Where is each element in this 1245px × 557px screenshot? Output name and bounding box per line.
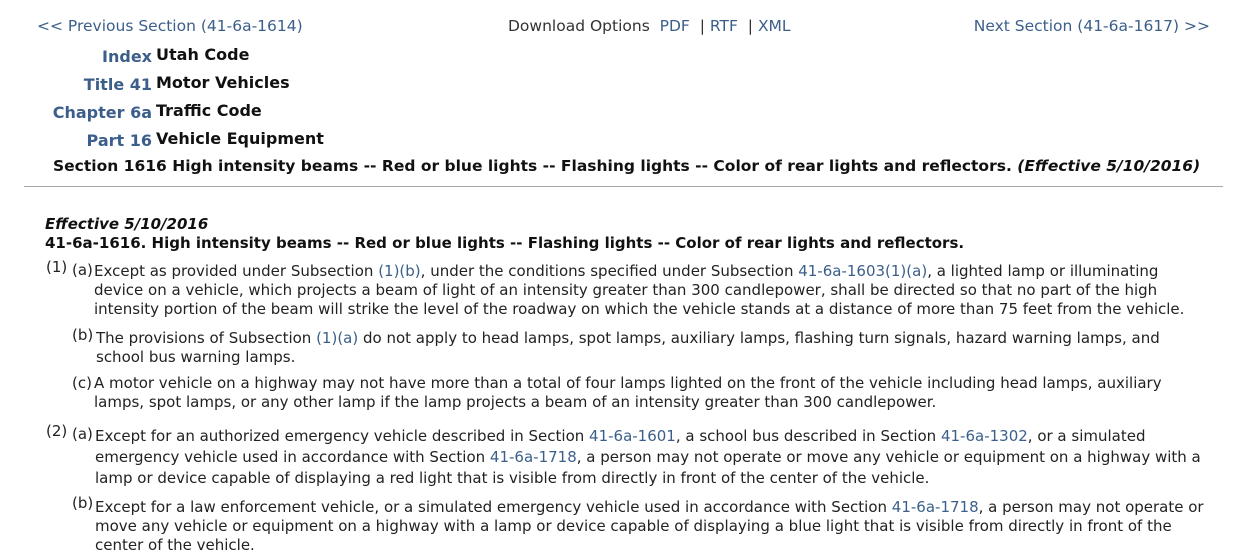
subsection-letter: (a) <box>72 261 93 279</box>
text: Except for a law enforcement vehicle, or a simulated emergency vehicle used in accordance with Section <box>95 498 892 516</box>
breadcrumb-part-value: Vehicle Equipment <box>156 129 324 148</box>
divider <box>24 186 1223 187</box>
section-label: Section 1616 <box>53 157 167 175</box>
subsection-letter: (a) <box>72 425 93 443</box>
text: Except as provided under Subsection <box>94 262 379 280</box>
text: , a person may not operate or move any vehicle or equipment on a highway with a lamp or device capable of displaying a red light that is visible from directly in front of the center of the vehicle. <box>95 448 1201 487</box>
section-title <box>53 157 1200 175</box>
section-link[interactable]: 41-6a-1603(1)(a) <box>798 262 928 280</box>
section-link[interactable]: 41-6a-1718 <box>891 498 979 516</box>
next-section-link[interactable]: Next Section (41-6a-1617) >> <box>973 17 1210 35</box>
section-link[interactable]: 41-6a-1302 <box>940 427 1028 445</box>
section-link[interactable]: 41-6a-1601 <box>589 427 676 445</box>
breadcrumb-title-link[interactable]: Title 41 <box>83 75 152 94</box>
section-title-text: High intensity beams -- Red or blue lights -- Flashing lights -- Color of rear lights and reflectors. <box>172 157 1012 175</box>
subsection-1a-text <box>94 262 1204 319</box>
subsection-2a-text <box>95 426 1205 489</box>
breadcrumb-part-link[interactable]: Part 16 <box>86 131 152 150</box>
subsection-letter: (b) <box>72 326 94 344</box>
subsection-letter: (c) <box>72 374 92 392</box>
text: , a lighted lamp or illuminating device on a vehicle, which projects a beam of light of an intensity greater than 300 candlepower, shall be directed so that no part of the high intensity portion of the beam will strike the level of the roadway on which the vehicle stands at a distance of more than 75 feet from the vehicle. <box>94 262 1185 318</box>
separator: | <box>699 17 705 35</box>
download-rtf-link[interactable]: RTF <box>709 17 738 35</box>
effective-date: Effective 5/10/2016 <box>45 215 209 233</box>
text: , under the conditions specified under Subsection <box>420 262 799 280</box>
previous-section-link[interactable]: << Previous Section (41-6a-1614) <box>37 17 303 35</box>
section-link[interactable]: 41-6a-1718 <box>489 448 577 466</box>
download-options <box>508 17 791 35</box>
text: , a school bus described in Section <box>675 427 941 445</box>
subsection-letter: (b) <box>72 494 94 512</box>
text: , or a simulated emergency vehicle used in accordance with Section <box>95 427 1146 466</box>
breadcrumb-chapter-link[interactable]: Chapter 6a <box>52 103 152 122</box>
subsection-number: (2) <box>46 422 68 440</box>
download-xml-link[interactable]: XML <box>757 17 791 35</box>
statute-heading: 41-6a-1616. High intensity beams -- Red or blue lights -- Flashing lights -- Color of rear lights and reflectors. <box>45 234 965 252</box>
subsection-number: (1) <box>46 258 68 276</box>
breadcrumb-index-link[interactable]: Index <box>102 47 152 66</box>
subsection-link[interactable]: (1)(b) <box>378 262 421 280</box>
subsection-2b-text <box>95 498 1205 555</box>
text: Except for an authorized emergency vehicle described in Section <box>95 427 590 445</box>
download-options-label: Download Options <box>508 17 650 35</box>
subsection-1c-text: A motor vehicle on a highway may not have more than a total of four lamps lighted on the front of the vehicle including head lamps, auxiliary lamps, spot lamps, or any other lamp if the lamp projects a beam of an intensity greater than 300 candlepower. <box>94 374 1162 411</box>
text: The provisions of Subsection <box>96 329 317 347</box>
breadcrumb-title-value: Motor Vehicles <box>156 73 290 92</box>
breadcrumb-chapter-value: Traffic Code <box>156 101 262 120</box>
download-pdf-link[interactable]: PDF <box>659 17 690 35</box>
text: , a person may not operate or move any vehicle or equipment on a highway with a lamp or device capable of displaying a blue light that is visible from directly in front of the center of the vehicle. <box>95 498 1204 554</box>
separator: | <box>747 17 753 35</box>
subsection-link[interactable]: (1)(a) <box>316 329 359 347</box>
section-effective-date: (Effective 5/10/2016) <box>1017 157 1201 175</box>
subsection-1b-text <box>96 329 1206 367</box>
breadcrumb-index-value: Utah Code <box>156 45 250 64</box>
text: do not apply to head lamps, spot lamps, auxiliary lamps, flashing turn signals, hazard warning lamps, and school bus warning lamps. <box>96 329 1160 366</box>
